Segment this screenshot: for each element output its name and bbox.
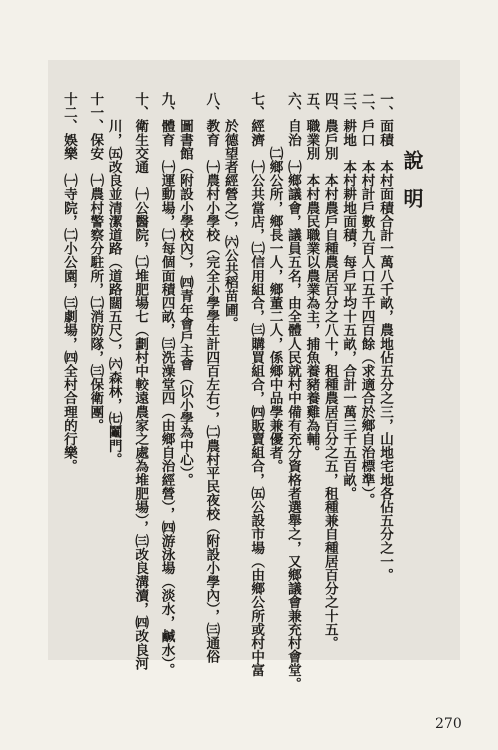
text-column: 四、農戶別 本村農戶自種農居百分之八十，租種農居百分之五，租種兼自種居百分之十五。 [321, 92, 338, 650]
text-column: 二、戶口 本村計戶數九百人口五千四百餘（求適合於鄉自治標準）。 [358, 92, 375, 507]
text-column: 九、體育 ㈠運動場，㈡每個面積四畝，㈢洗澡堂四（由鄉自治經營），㈣游泳場（淡水，鹹水）。 [158, 92, 175, 677]
vertical-text-body [60, 92, 394, 691]
text-column: ㈡鄉公所，鄉長一人，鄉董二人，係鄉中品學兼優者。 [266, 92, 283, 473]
text-column: 十、衛生交通 ㈠公醫院，㈡堆肥場七（劃村中較遠農家之處為堆肥場），㈢改良溝瀆，㈣改良河 [132, 92, 149, 670]
text-column: 八、教育 ㈠農村小學校（完全小學學生計四百左右），㈡農村平民夜校（附設小學內），㈢通俗 [203, 92, 220, 664]
text-column: 於德望者經營之），㈥公共稻苗圃。 [221, 92, 238, 330]
text-column: 一、面積 本村面積合計一萬八千畝，農地佔五分之三，山地宅地各佔五分之一。 [377, 92, 393, 582]
text-column: 七、經濟 ㈠公共當店，㈡信用組合，㈢購買組合，㈣販賣組合，㈤公設市場（由鄉公所或村中富 [248, 92, 265, 677]
text-column: 十一、保安 ㈠農村警察分駐所，㈡消防隊，㈢保衛團。 [87, 92, 104, 432]
text-column: 六、自治 ㈠鄉議會，議員五名，由全體人民就村中備有充分資格者選舉之，又鄉議會兼充村會堂。 [284, 92, 301, 691]
text-column: 圖書館（附設小學校內），㈣青年會戶主會（以小學為中心）。 [176, 92, 193, 487]
page-number: 270 [435, 716, 462, 732]
page-title: 說明 [400, 150, 424, 226]
text-column: 五、職業別 本村農民職業以農業為主，捕魚養豬養雞為輔。 [303, 92, 320, 460]
text-column: 十二、娛樂 ㈠寺院，㈡小公園，㈢劇場，㈣全村合理的行樂。 [60, 92, 77, 473]
text-column: 川，㈤改良並清潔道路（道路闊五尺），㈥森林，㈦鬮門。 [105, 92, 122, 466]
text-column: 三、耕地 本村耕地面積，每戶平均十五畝，合計一萬三千五百畝。 [340, 92, 357, 500]
